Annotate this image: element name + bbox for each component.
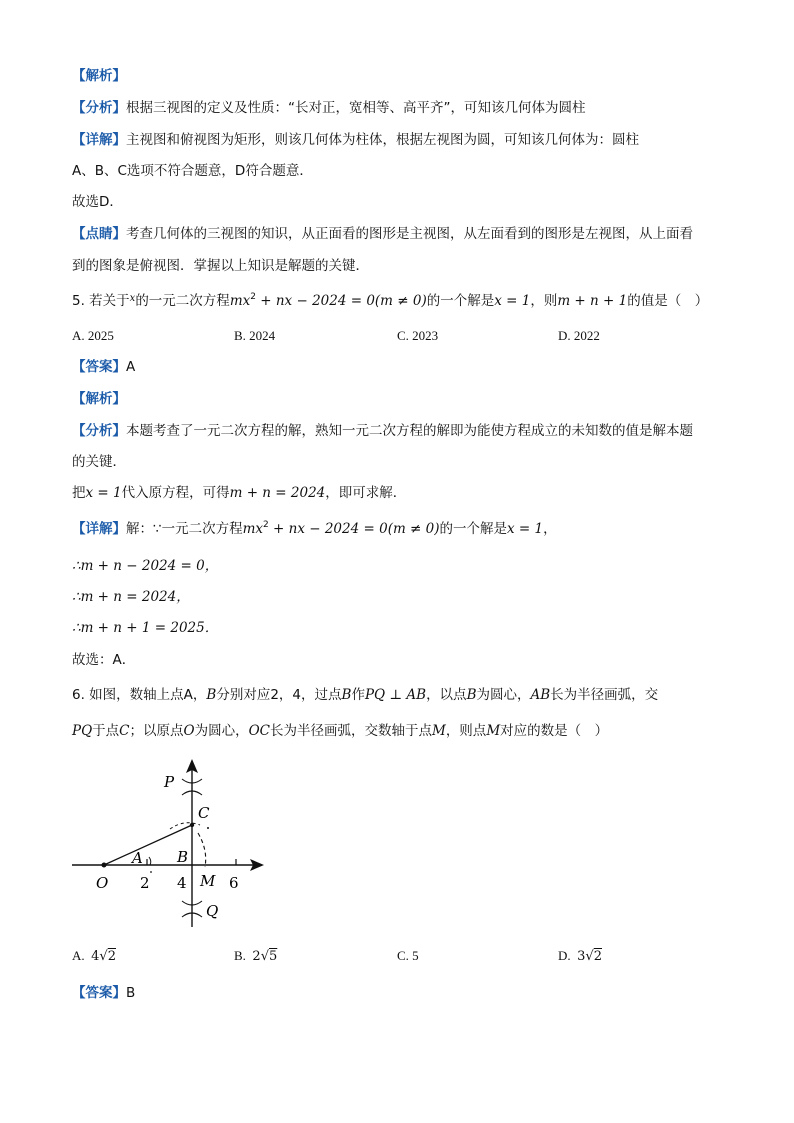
q5-text-c: ，则 — [530, 293, 558, 309]
q5-stem — [72, 289, 708, 311]
label-2: 2 — [140, 874, 150, 892]
q5-xj-sup: 2 — [263, 520, 269, 530]
q6-l2-f: 对应的数是（ ） — [500, 723, 609, 739]
q6-opt-d-rad: 2 — [593, 949, 602, 964]
q6-l2-d: 长为半径画弧，交数轴于点 — [269, 723, 432, 739]
q5-step-2: ∴m + n = 2024， — [72, 589, 190, 605]
q5-step-1: ∴m + n − 2024 = 0， — [72, 558, 219, 574]
q5-sub-c: ，即可求解． — [325, 485, 407, 501]
label-4: 4 — [177, 874, 187, 892]
q5-xj-cond: (m ≠ 0) — [387, 521, 440, 537]
q5-xj-b: 的一个解是 — [439, 521, 508, 537]
q5-cond: (m ≠ 0) — [374, 293, 427, 309]
q5-jiexi-header — [72, 389, 126, 409]
q6-option-b — [234, 946, 277, 967]
q5-sub-b: 代入原方程，可得 — [121, 485, 230, 501]
q6-l1-f: 长为半径画弧，交 — [550, 687, 659, 703]
label-a: A — [132, 849, 143, 867]
q5-sub-eq: m + n = 2024 — [229, 485, 326, 501]
q4-remark — [72, 224, 693, 244]
q6-opt-b-label: B. — [234, 948, 246, 963]
label-q: Q — [206, 902, 219, 920]
q4-options-line: A、B、C选项不符合题意，D符合题意． — [72, 163, 313, 179]
q6-answer-value: B — [126, 985, 136, 1001]
dianjing-tag: 【点睛】 — [72, 226, 126, 242]
q5-text-d: 的值是（ ） — [627, 293, 709, 309]
q6-opt-d-coef: 3 — [577, 949, 586, 964]
q5-detail — [72, 519, 557, 539]
q5-sup: 2 — [250, 292, 256, 302]
dot-mark-2 — [150, 871, 152, 873]
q6-stem-line-1 — [72, 685, 658, 705]
q5-answer — [72, 357, 135, 377]
label-o: O — [96, 874, 109, 892]
label-c: C — [198, 804, 210, 822]
q6-opt-d-label: D. — [558, 948, 571, 963]
q5-sub-a: 把 — [72, 485, 86, 501]
dianjing-text-1: 考查几何体的三视图的知识，从正面看的图形是主视图，从左面看到的图形是左视图，从上面看 — [126, 226, 693, 242]
q6-l1-e: 为圆心， — [476, 687, 531, 703]
fenxi-tag: 【分析】 — [72, 100, 126, 116]
q5-xj-eq-m: mx — [242, 521, 264, 537]
q5-answer-tag: 【答案】 — [72, 359, 126, 375]
q5-xiangjie-tag: 【详解】 — [72, 521, 126, 537]
q5-analysis-2: 的关键． — [72, 454, 126, 470]
fenxi-text: 根据三视图的定义及性质：“长对正，宽相等、高平齐”，可知该几何体为圆柱 — [126, 100, 586, 116]
q4-remark-2: 到的图象是俯视图．掌握以上知识是解题的关键． — [72, 258, 369, 274]
q6-opt-d-value: 3√2 — [577, 949, 602, 964]
q6-l1-B2: B — [341, 687, 352, 703]
xiangjie-text: 主视图和俯视图为矩形，则该几何体为柱体，根据左视图为圆，可知该几何体为：圆柱 — [126, 132, 639, 148]
q6-l2-M: M — [431, 723, 446, 739]
q5-step-3: ∴m + n + 1 = 2025． — [72, 620, 219, 636]
label-m: M — [200, 872, 216, 890]
q6-answer-tag: 【答案】 — [72, 985, 126, 1001]
q5-jiexi-tag: 【解析】 — [72, 391, 126, 407]
q6-l1-d: ，以点 — [426, 687, 467, 703]
q6-l2-a: 于点 — [92, 723, 120, 739]
q5-xj-eq-rest: + nx − 2024 = 0 — [268, 521, 388, 537]
q4-detail — [72, 130, 639, 150]
q5-option-a: A. 2025 — [72, 328, 114, 343]
q5-substitute — [72, 483, 406, 503]
q6-l2-pq: PQ — [72, 723, 93, 739]
q6-l2-O: O — [183, 723, 195, 739]
q5-eq-m: mx — [229, 293, 251, 309]
xiangjie-tag: 【详解】 — [72, 132, 126, 148]
q6-l2-c: 为圆心， — [194, 723, 249, 739]
q6-l2-b: ；以原点 — [129, 723, 184, 739]
q6-l2-M2: M — [486, 723, 501, 739]
label-b: B — [177, 848, 189, 866]
q5-option-b: B. 2024 — [234, 328, 276, 343]
q6-option-d — [558, 946, 602, 967]
q5-var-x: x — [129, 293, 136, 304]
q5-option-d: D. 2022 — [558, 328, 600, 343]
q4-analysis — [72, 98, 586, 118]
q6-option-c: C. 5 — [397, 948, 419, 963]
q6-answer — [72, 983, 135, 1003]
q5-sub-x: x = 1 — [85, 485, 122, 501]
label-p: P — [164, 773, 175, 791]
q6-option-a — [72, 946, 116, 967]
q4-choose: 故选D． — [72, 194, 123, 210]
label-6: 6 — [229, 874, 239, 892]
q5-text-a: 的一元二次方程 — [135, 293, 230, 309]
q6-l1-B3: B — [466, 687, 477, 703]
q5-choose: 故选：A． — [72, 652, 136, 668]
q5-xj-c: ， — [543, 521, 557, 537]
q5-analysis — [72, 421, 693, 441]
q6-opt-a-rad: 2 — [107, 949, 116, 964]
q5-fenxi-tag: 【分析】 — [72, 423, 126, 439]
q5-xj-sol: x = 1 — [507, 521, 544, 537]
q6-stem-line-2 — [72, 721, 608, 741]
number-line-figure — [60, 755, 280, 935]
q6-l2-OC: OC — [248, 723, 270, 739]
dashed-arc-right — [198, 833, 206, 867]
q5-sol: x = 1 — [494, 293, 531, 309]
q6-l1-c: 作 — [351, 687, 365, 703]
dot-mark — [207, 827, 209, 829]
q6-opt-b-coef: 2 — [252, 949, 261, 964]
q5-num: 5. 若关于 — [72, 293, 130, 309]
q5-text-b: 的一个解是 — [426, 293, 495, 309]
q5-option-c: C. 2023 — [397, 328, 439, 343]
q6-opt-b-rad: 5 — [269, 949, 278, 964]
arc-at-a — [149, 857, 151, 865]
jiexi-tag: 【解析】 — [72, 68, 126, 84]
q5-fenxi-text: 本题考查了一元二次方程的解，熟知一元二次方程的解即为能使方程成立的未知数的值是解本题 — [126, 423, 693, 439]
q5-answer-value: A — [126, 359, 136, 375]
q4-jiexi-header — [72, 66, 126, 86]
q6-opt-a-value: 4√2 — [91, 949, 116, 964]
q5-xj-a: 解：∵一元二次方程 — [126, 521, 243, 537]
q6-l1-ab: AB — [530, 687, 551, 703]
q6-l1-B: B — [206, 687, 217, 703]
q6-l1-b: 分别对应2，4，过点 — [216, 687, 342, 703]
q6-l2-e: ，则点 — [445, 723, 487, 739]
q6-l1-a: 6. 如图，数轴上点A， — [72, 687, 207, 703]
q6-opt-a-label: A. — [72, 948, 85, 963]
q6-opt-b-value: 2√5 — [252, 949, 278, 964]
q6-l1-pq: PQ ⊥ AB — [364, 687, 427, 703]
q6-l2-C: C — [119, 723, 130, 739]
q6-opt-a-coef: 4 — [91, 949, 100, 964]
q5-expr: m + n + 1 — [557, 293, 628, 309]
q5-eq-rest: + nx − 2024 = 0 — [255, 293, 375, 309]
